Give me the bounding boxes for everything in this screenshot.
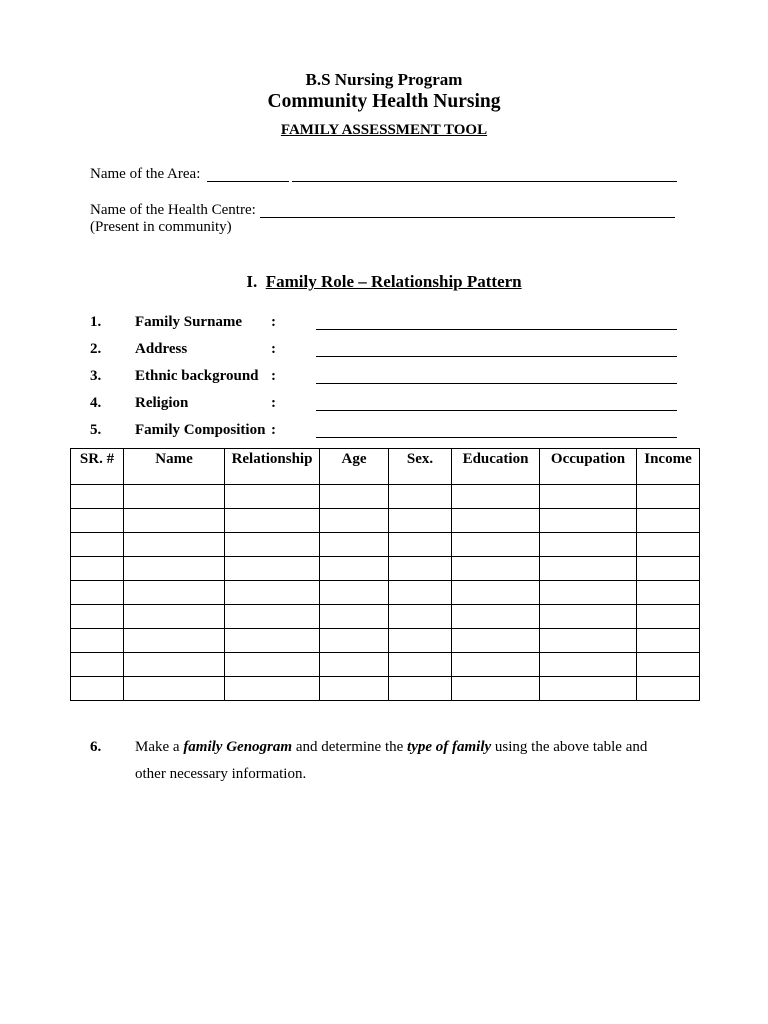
table-cell[interactable] (71, 653, 124, 677)
table-cell[interactable] (540, 581, 637, 605)
table-row (71, 509, 700, 533)
question-text (135, 734, 665, 788)
table-cell[interactable] (124, 653, 225, 677)
table-cell[interactable] (320, 581, 389, 605)
table-cell[interactable] (637, 485, 700, 509)
table-cell[interactable] (124, 533, 225, 557)
health-centre-note: (Present in community) (90, 219, 232, 235)
table-cell[interactable] (540, 557, 637, 581)
header-age: Age (320, 449, 389, 485)
table-cell[interactable] (124, 629, 225, 653)
table-cell[interactable] (540, 605, 637, 629)
table-cell[interactable] (124, 485, 225, 509)
section-numeral: I. (246, 272, 258, 291)
address-blank[interactable] (316, 356, 677, 357)
area-blank-short[interactable] (207, 181, 289, 182)
item-number: 1. (90, 314, 102, 330)
table-cell[interactable] (637, 509, 700, 533)
item-label: Address (135, 341, 188, 357)
item-number: 4. (90, 395, 102, 411)
table-cell[interactable] (124, 605, 225, 629)
text-run: and determine the (292, 739, 408, 755)
table-cell[interactable] (225, 653, 320, 677)
family-surname-blank[interactable] (316, 329, 677, 330)
health-centre-blank[interactable] (260, 217, 675, 218)
table-cell[interactable] (637, 629, 700, 653)
table-cell[interactable] (637, 581, 700, 605)
table-cell[interactable] (71, 581, 124, 605)
table-row (71, 629, 700, 653)
table-row (71, 581, 700, 605)
table-row (71, 557, 700, 581)
header-name: Name (124, 449, 225, 485)
header-sr: SR. # (71, 449, 124, 485)
table-cell[interactable] (71, 485, 124, 509)
religion-blank[interactable] (316, 410, 677, 411)
table-cell[interactable] (124, 677, 225, 701)
table-cell[interactable] (637, 677, 700, 701)
table-cell[interactable] (320, 629, 389, 653)
header-education: Education (452, 449, 540, 485)
area-label: Name of the Area: (90, 166, 201, 182)
item-number: 2. (90, 341, 102, 357)
item-label: Family Composition (135, 422, 266, 438)
table-cell[interactable] (320, 653, 389, 677)
table-cell[interactable] (124, 509, 225, 533)
family-composition-blank[interactable] (316, 437, 677, 438)
table-cell[interactable] (452, 533, 540, 557)
text-run: Make a (135, 739, 184, 755)
item-label: Family Surname (135, 314, 243, 330)
item-label: Religion (135, 395, 189, 411)
ethnic-background-blank[interactable] (316, 383, 677, 384)
table-cell[interactable] (540, 677, 637, 701)
table-cell[interactable] (389, 677, 452, 701)
question-number: 6. (90, 739, 102, 755)
emphasis-type-of-family: type of family (407, 739, 492, 755)
table-cell[interactable] (389, 653, 452, 677)
area-blank-long[interactable] (292, 181, 677, 182)
table-header-row (71, 449, 700, 485)
table-cell[interactable] (320, 533, 389, 557)
table-cell[interactable] (320, 677, 389, 701)
item-number: 3. (90, 368, 102, 384)
table-cell[interactable] (71, 557, 124, 581)
table-cell[interactable] (637, 557, 700, 581)
table-cell[interactable] (452, 605, 540, 629)
item-colon: : (271, 395, 276, 411)
table-cell[interactable] (452, 485, 540, 509)
table-cell[interactable] (71, 509, 124, 533)
program-name: B.S Nursing Program (305, 70, 463, 89)
table-cell[interactable] (225, 605, 320, 629)
table-cell[interactable] (71, 605, 124, 629)
header-occupation: Occupation (540, 449, 637, 485)
table-row (71, 605, 700, 629)
table-cell[interactable] (320, 605, 389, 629)
table-cell[interactable] (320, 509, 389, 533)
table-cell[interactable] (540, 653, 637, 677)
table-cell[interactable] (71, 629, 124, 653)
table-cell[interactable] (225, 485, 320, 509)
item-label: Ethnic background (135, 368, 259, 384)
table-cell[interactable] (637, 533, 700, 557)
table-cell[interactable] (71, 677, 124, 701)
table-cell[interactable] (452, 629, 540, 653)
table-row (71, 485, 700, 509)
item-colon: : (271, 314, 276, 330)
table-cell[interactable] (225, 533, 320, 557)
table-cell[interactable] (637, 605, 700, 629)
table-cell[interactable] (389, 581, 452, 605)
header-income: Income (637, 449, 700, 485)
table-cell[interactable] (452, 581, 540, 605)
table-cell[interactable] (320, 485, 389, 509)
emphasis-genogram: family Genogram (183, 739, 293, 755)
course-title: Community Health Nursing (267, 91, 501, 112)
item-colon: : (271, 341, 276, 357)
table-cell[interactable] (225, 557, 320, 581)
table-cell[interactable] (124, 557, 225, 581)
section-heading (0, 272, 768, 292)
table-cell[interactable] (389, 557, 452, 581)
section-title: Family Role – Relationship Pattern (265, 272, 522, 291)
table-cell[interactable] (389, 629, 452, 653)
table-cell[interactable] (389, 533, 452, 557)
table-row (71, 653, 700, 677)
table-cell[interactable] (389, 485, 452, 509)
table-cell[interactable] (540, 509, 637, 533)
table-body (71, 485, 700, 701)
table-cell[interactable] (225, 581, 320, 605)
table-cell[interactable] (225, 629, 320, 653)
table-cell[interactable] (124, 581, 225, 605)
table-row (71, 677, 700, 701)
table-cell[interactable] (389, 605, 452, 629)
health-centre-label: Name of the Health Centre: (90, 202, 256, 218)
header-sex: Sex. (389, 449, 452, 485)
table-cell[interactable] (452, 677, 540, 701)
text-run: using the above table and other necessary information. (135, 739, 648, 782)
table-cell[interactable] (637, 653, 700, 677)
table-cell[interactable] (452, 557, 540, 581)
table-cell[interactable] (225, 677, 320, 701)
header-relationship: Relationship (225, 449, 320, 485)
item-colon: : (271, 368, 276, 384)
table-cell[interactable] (452, 509, 540, 533)
table-cell[interactable] (452, 653, 540, 677)
item-colon: : (271, 422, 276, 438)
table-cell[interactable] (71, 533, 124, 557)
table-cell[interactable] (389, 509, 452, 533)
table-row (71, 533, 700, 557)
table-cell[interactable] (540, 629, 637, 653)
family-composition-table (70, 448, 700, 701)
table-cell[interactable] (540, 533, 637, 557)
table-cell[interactable] (225, 509, 320, 533)
table-cell[interactable] (320, 557, 389, 581)
item-number: 5. (90, 422, 102, 438)
table-cell[interactable] (540, 485, 637, 509)
tool-title: FAMILY ASSESSMENT TOOL (280, 122, 488, 138)
